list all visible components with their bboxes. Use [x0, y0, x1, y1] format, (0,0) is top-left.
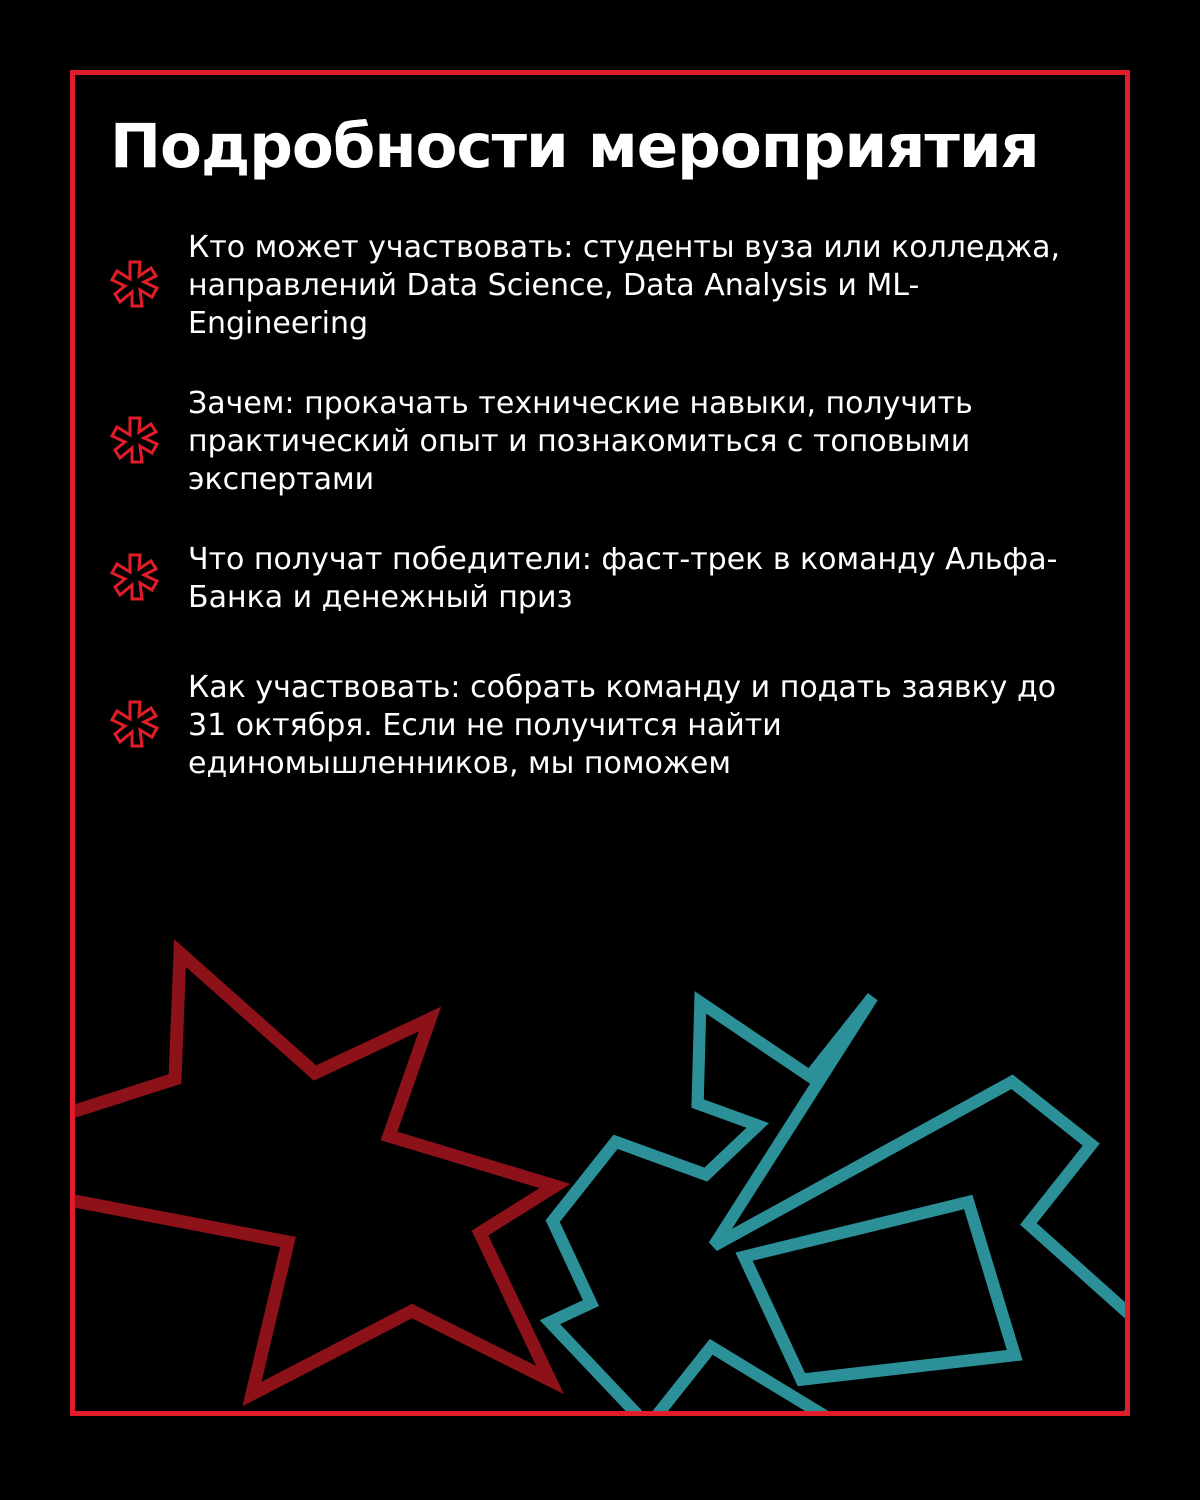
list-item [105, 669, 1105, 783]
asterisk-icon [75, 953, 555, 1394]
asterisk-icon [105, 256, 165, 316]
red-frame [70, 70, 1130, 1416]
list-item [105, 541, 1105, 617]
list-item [105, 385, 1105, 499]
asterisk-icon [105, 549, 165, 609]
item-text: Зачем: прокачать технические навыки, получить практический опыт и познакомиться с топовыми экспертами [188, 386, 973, 497]
asterisk-icon [105, 696, 165, 756]
hash-icon [487, 920, 1125, 1411]
item-text: Как участвовать: собрать команду и подать заявку до 31 октября. Если не получится найти единомышленников, мы поможем [188, 670, 1057, 781]
asterisk-icon [105, 412, 165, 472]
item-text: Что получат победители: фаст-трек в команду Альфа-Банка и денежный приз [188, 542, 1058, 615]
page-title: Подробности мероприятия [110, 111, 1039, 182]
details-list [105, 229, 1105, 825]
list-item [105, 229, 1105, 343]
item-text: Кто может участвовать: студенты вуза или колледжа, направлений Data Science, Data Analysis и ML-Engineering [188, 230, 1061, 341]
